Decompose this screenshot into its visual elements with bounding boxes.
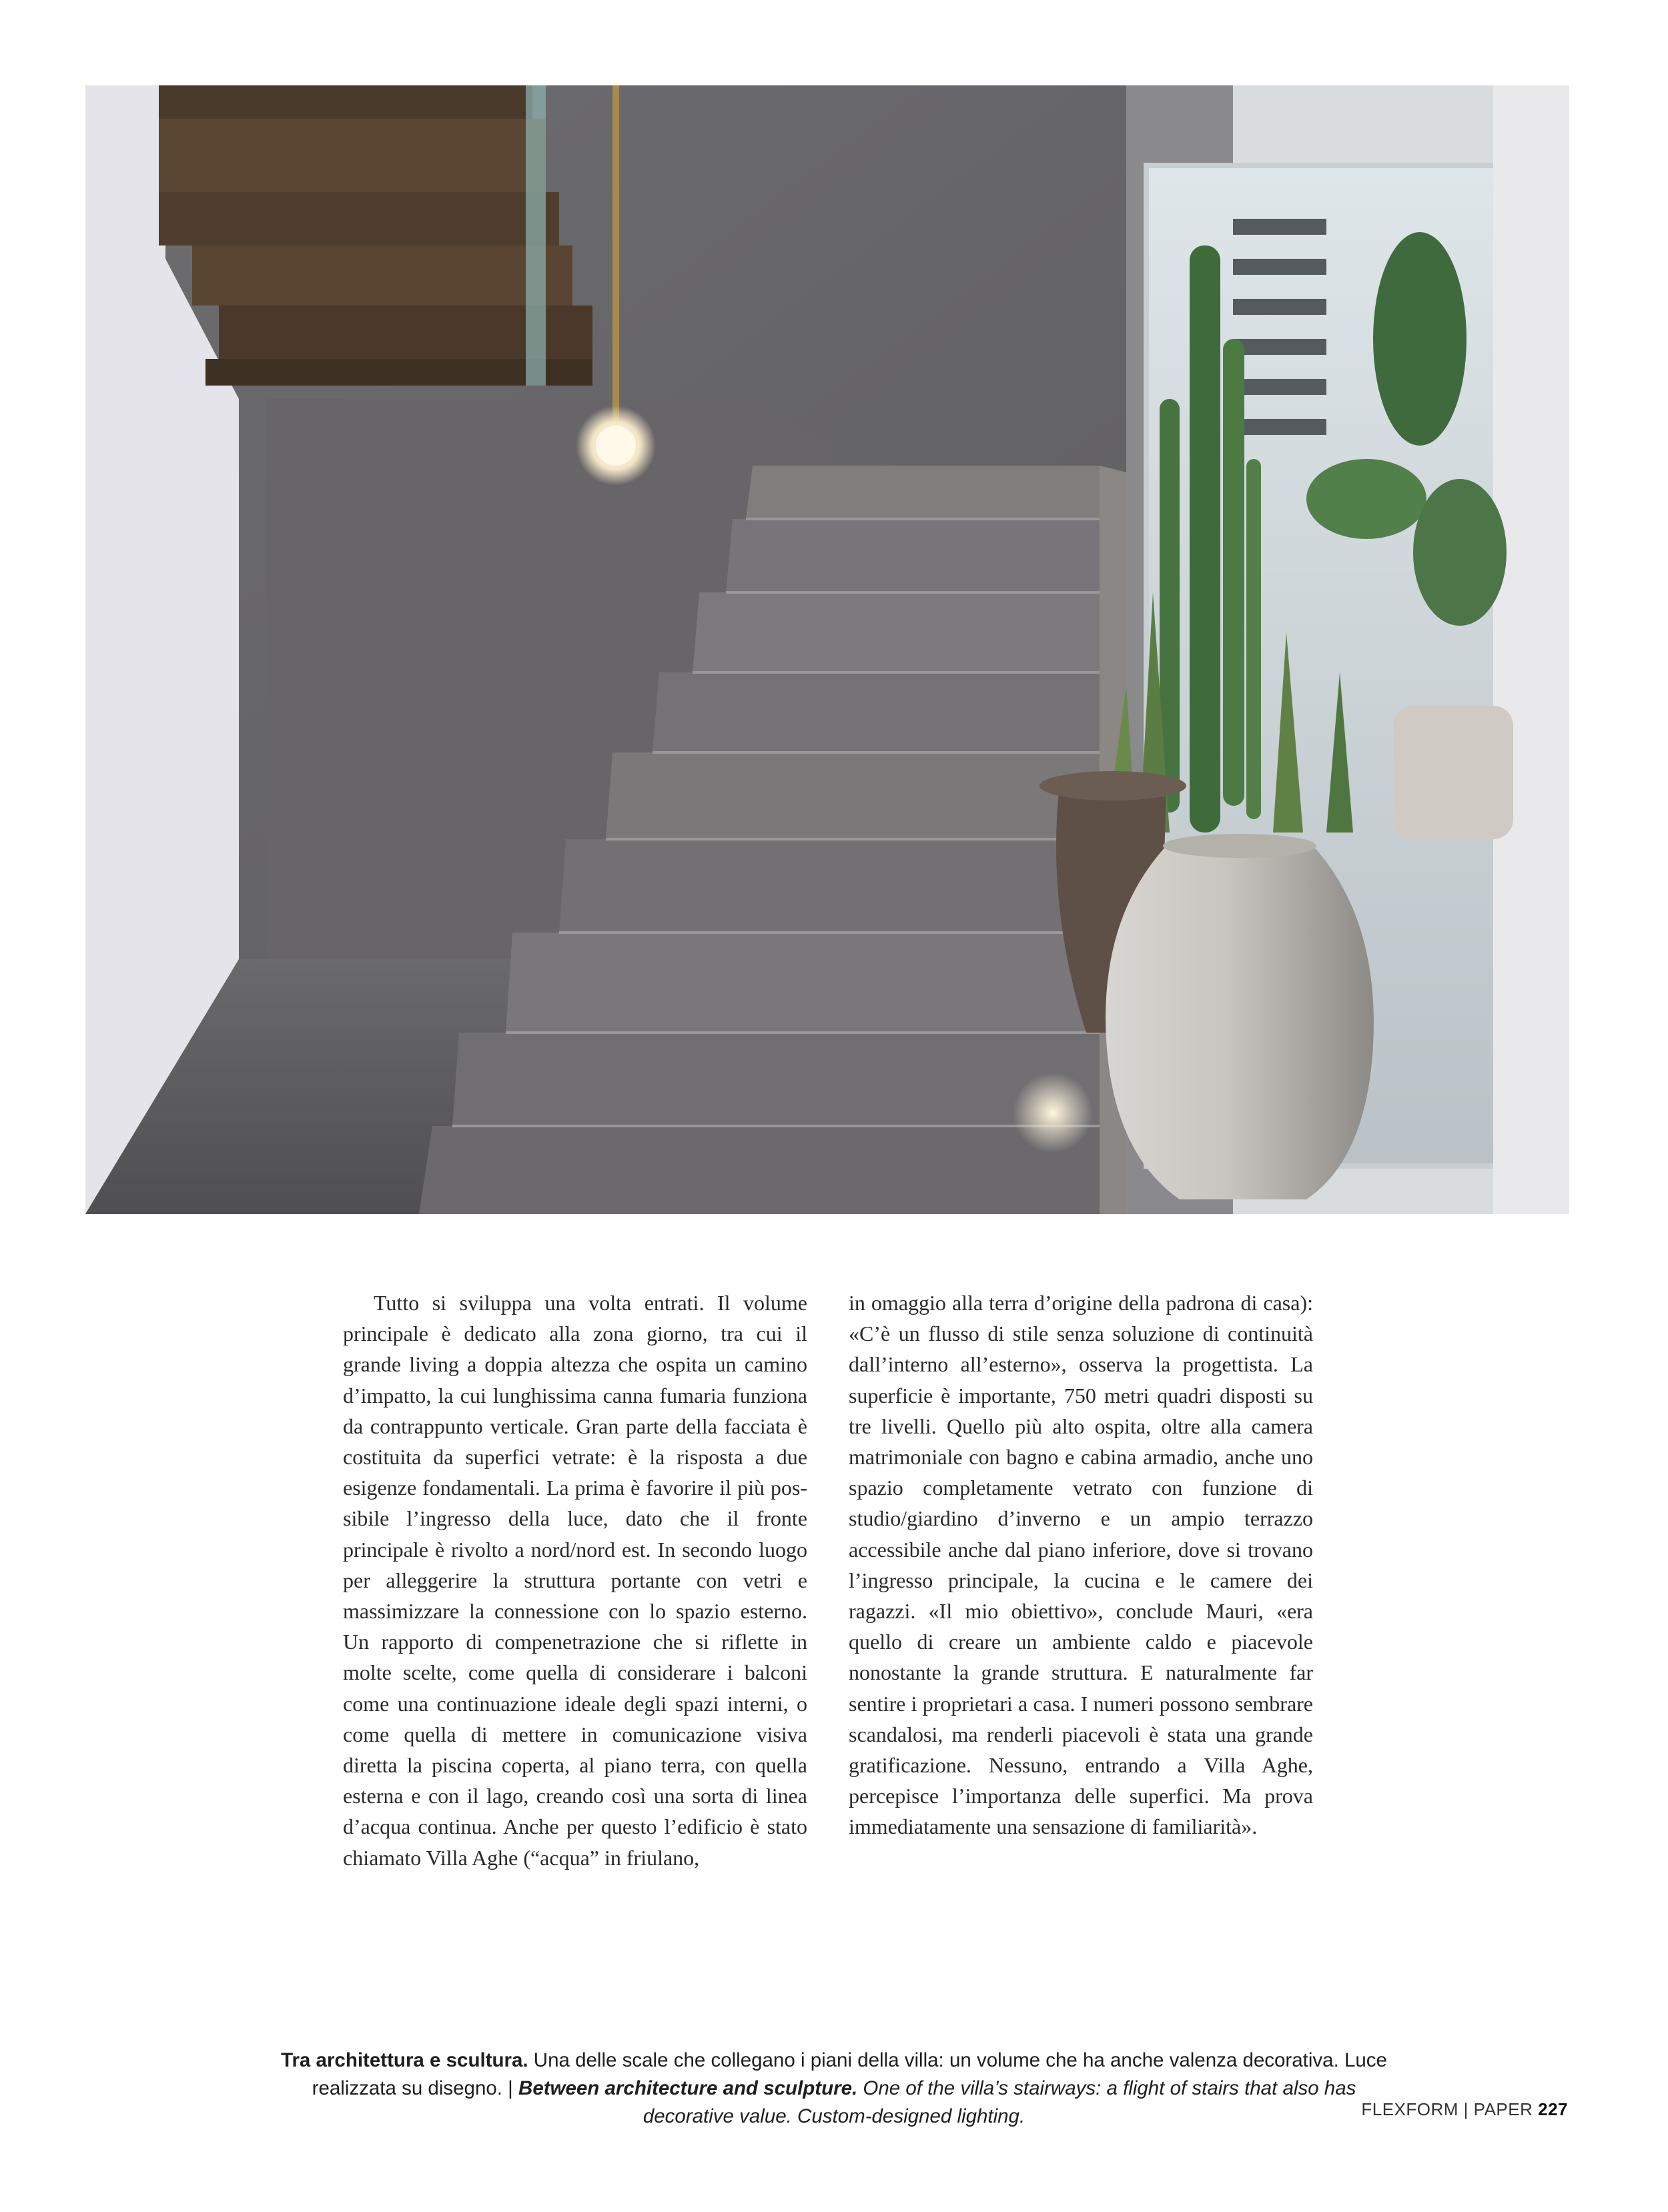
article-column-left [343, 1287, 807, 1873]
caption-text-it: Una delle scale che collegano i piani della villa: un volume che ha anche valenza decorativa. Luce realizzata su disegno. | [312, 2049, 1387, 2099]
ceramic-pot [1106, 834, 1374, 1199]
article-column-right [849, 1287, 1313, 1842]
folio-brand: FLEXFORM [1361, 2099, 1458, 2119]
page-number: 227 [1538, 2099, 1568, 2119]
staircase-photo [85, 85, 1569, 1214]
caption-title-it: Tra architettura e scultura. [281, 2049, 528, 2071]
folio-section: PAPER [1473, 2099, 1533, 2119]
article-paragraph: in omaggio alla terra d’origine della padrona di casa): «C’è un flusso di stile senza soluzione di continuità dall’interno all’esterno», osserva la progettista. La superficie è importante, 750 metri quadri disposti su tre livelli. Quello più alto ospita, oltre alla camera matrimoniale con bagno e cabina armadio, anche uno spazio completamente vetrato con funzione di studio/giardino d’inverno e un ampio terrazzo accessibile anche dal piano inferiore, dove si trovano l’ingresso principale, la cucina e le camere dei ragazzi. «Il mio obiettivo», conclude Mauri, «era quello di creare un ambiente caldo e piacevole nonostante la grande struttura. E naturalmente far sentire i proprietari a casa. I numeri possono sembrare scandalosi, ma renderli piacevoli è stata una grande gratificazione. Nessuno, entrando a Villa Aghe, percepisce l’importanza delle superfici. Ma prova immediatamente una sensazione di familiarità». [849, 1291, 1313, 1839]
caption-title-en: Between architecture and sculpture. [518, 2077, 858, 2099]
article-paragraph: Tutto si sviluppa una volta entrati. Il volume principale è dedicato alla zona giorno, tra cui il grande living a doppia altezza che ospita un camino d’impatto, la cui lunghissima canna fumaria funziona da contrappunto verticale. Gran parte della facciata è costituita da superfici vetrate: è la risposta a due esigenze fondamentali. La prima è favorire il più possibile l’ingresso della luce, dato che il fronte principale è rivolto a nord/nord est. In secondo luogo per alleggerire la struttura portante con vetri e massimizzare la connessione con lo spazio esterno. Un rapporto di compenetrazione che si riflette in molte scelte, come quella di considerare i balconi come una continuazione ideale degli spazi interni, o come quella di mettere in comunicazione visiva diretta la piscina coperta, al piano terra, con quella esterna e con il lago, creando così una sorta di linea d’acqua continua. Anche per questo l’edificio è stato chiamato Villa Aghe (“acqua” in friulano, [343, 1291, 807, 1870]
caption-text-en: One of the villa’s stairways: a flight of stairs that also has decorative value. Custom-designed lighting. [643, 2077, 1356, 2127]
photo-caption [267, 2047, 1401, 2131]
folio-separator: | [1458, 2099, 1474, 2119]
page-folio [1361, 2099, 1568, 2120]
